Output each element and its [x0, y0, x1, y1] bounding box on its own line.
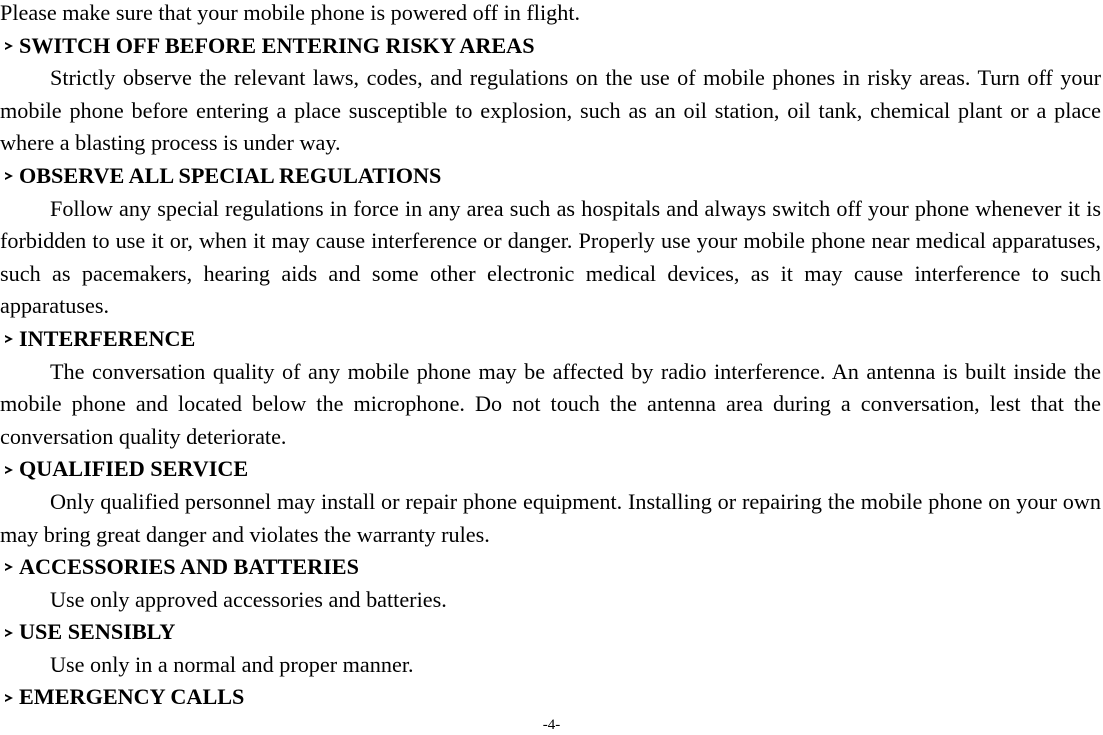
- section-heading-qualified-service: [0, 453, 1101, 486]
- arrow-bullet-icon: [5, 694, 13, 702]
- section-body-accessories: Use only approved accessories and batteries.: [50, 586, 447, 612]
- section-heading-text: ACCESSORIES AND BATTERIES: [19, 554, 359, 580]
- section-body-use-sensibly: Use only in a normal and proper manner.: [50, 651, 414, 677]
- section-heading-text: USE SENSIBLY: [19, 619, 176, 645]
- section-heading-text: QUALIFIED SERVICE: [19, 456, 249, 482]
- arrow-bullet-icon: [5, 629, 13, 637]
- section-heading-accessories: [0, 551, 1101, 584]
- section-heading-use-sensibly: [0, 616, 1101, 649]
- section-heading-text: OBSERVE ALL SPECIAL REGULATIONS: [19, 162, 442, 188]
- section-body-qualified-service: Only qualified personnel may install or repair phone equipment. Installing or repairing the mobile phone on your own may bring great danger and violates the warranty rules.: [0, 488, 1101, 547]
- arrow-bullet-icon: [5, 466, 13, 474]
- section-body-switch-off: Strictly observe the relevant laws, codes, and regulations on the use of mobile phones in risky areas. Turn off your mobile phone before entering a place susceptible to explosion, such as an oil station, oil tank, chemical plant or a place where a blasting process is under way.: [0, 65, 1101, 156]
- intro-paragraph: Please make sure that your mobile phone is powered off in flight.: [0, 0, 581, 25]
- arrow-bullet-icon: [5, 335, 13, 343]
- section-heading-special-regulations: [0, 160, 1101, 193]
- section-body-interference: The conversation quality of any mobile phone may be affected by radio interference. An antenna is built inside the mobile phone and located below the microphone. Do not touch the antenna area during a conversation, lest that the conversation quality deteriorate.: [0, 358, 1101, 449]
- arrow-bullet-icon: [5, 563, 13, 571]
- section-heading-text: INTERFERENCE: [19, 325, 196, 351]
- arrow-bullet-icon: [5, 42, 13, 50]
- section-heading-text: SWITCH OFF BEFORE ENTERING RISKY AREAS: [19, 32, 535, 58]
- arrow-bullet-icon: [5, 172, 13, 180]
- section-heading-interference: [0, 323, 1101, 356]
- page-number: -4-: [542, 717, 561, 733]
- section-heading-text: EMERGENCY CALLS: [19, 684, 245, 710]
- section-heading-emergency-calls: [0, 681, 1101, 714]
- section-body-special-regulations: Follow any special regulations in force in any area such as hospitals and always switch off your phone whenever it is forbidden to use it or, when it may cause interference or danger. Properly use your mobile phone near medical apparatuses, such as pacemakers, hearing aids and some other electronic medical devices, as it may cause interference to such apparatuses.: [0, 195, 1101, 319]
- section-heading-switch-off: [0, 30, 1101, 63]
